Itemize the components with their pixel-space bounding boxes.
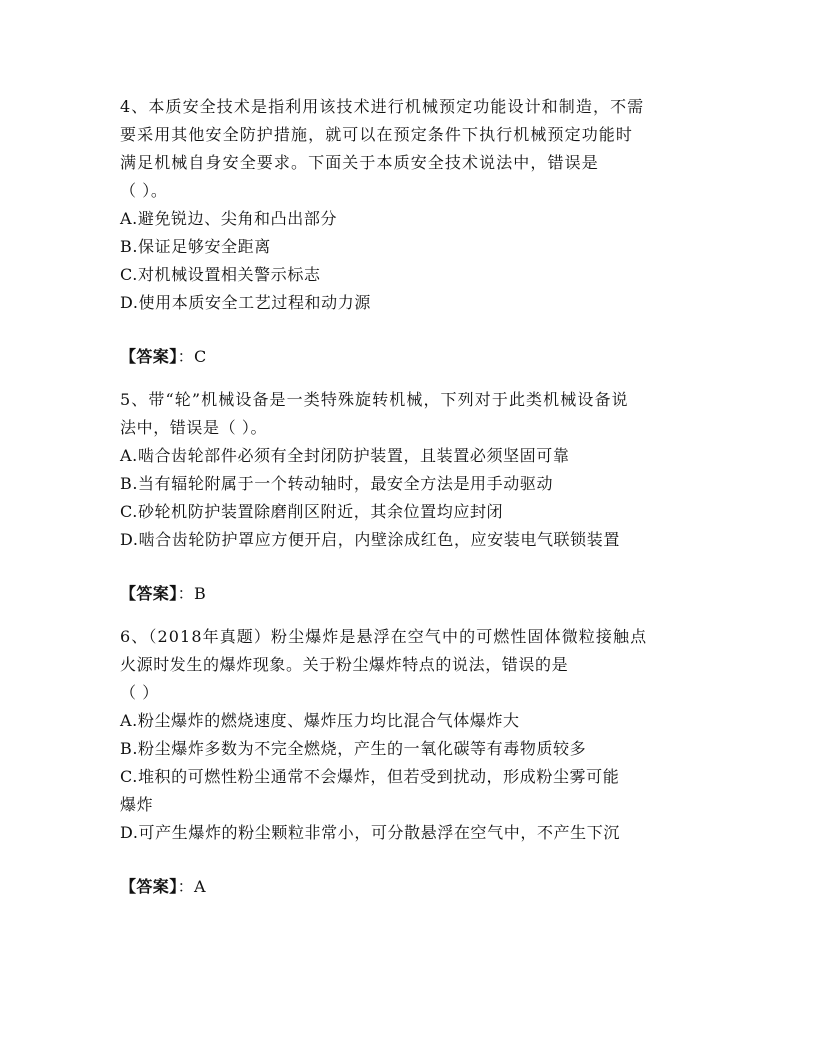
q4-option-c: C.对机械设置相关警示标志 (120, 265, 321, 284)
q4-stem-line-1: 4、本质安全技术是指利用该技术进行机械预定功能设计和制造，不需 (120, 97, 645, 116)
q6-stem-line-3: （ ） (120, 683, 159, 702)
q4-option-a: A.避免锐边、尖角和凸出部分 (120, 209, 338, 228)
q5-option-b: B.当有辐轮附属于一个转动轴时，最安全方法是用手动驱动 (120, 474, 554, 493)
answer-value: B (194, 584, 207, 603)
q5-stem-line-2: 法中，错误是（ ）。 (120, 418, 268, 437)
q5-stem-line-1: 5、带“轮”机械设备是一类特殊旋转机械，下列对于此类机械设备说 (120, 390, 629, 409)
q6-option-a: A.粉尘爆炸的燃烧速度、爆炸压力均比混合气体爆炸大 (120, 711, 520, 730)
q6-option-c-continued: 爆炸 (120, 795, 154, 814)
answer-separator: ： (177, 584, 195, 603)
q6-option-b: B.粉尘爆炸多数为不完全燃烧，产生的一氧化碳等有毒物质较多 (120, 739, 587, 758)
answer-label: 【答案】 (120, 347, 178, 366)
q4-stem-line-2: 要采用其他安全防护措施，就可以在预定条件下执行机械预定功能时 (120, 125, 634, 144)
q4-stem-line-4: （ ）。 (120, 181, 168, 200)
answer-separator: ： (177, 877, 195, 896)
answer-label: 【答案】 (120, 877, 178, 896)
q4-stem-line-3: 满足机械自身安全要求。下面关于本质安全技术说法中，错误是 (120, 153, 599, 172)
q5-option-d: D.啮合齿轮防护罩应方便开启，内壁涂成红色，应安装电气联锁装置 (120, 530, 620, 549)
q4-option-d: D.使用本质安全工艺过程和动力源 (120, 293, 371, 312)
q5-option-c: C.砂轮机防护装置除磨削区附近，其余位置均应封闭 (120, 502, 504, 521)
answer-separator: ： (177, 347, 195, 366)
q6-option-c: C.堆积的可燃性粉尘通常不会爆炸，但若受到扰动，形成粉尘雾可能 (120, 767, 620, 786)
q4-answer (120, 347, 207, 367)
q6-answer (120, 877, 206, 897)
q6-stem-line-1: 6、（2018年真题）粉尘爆炸是悬浮在空气中的可燃性固体微粒接触点 (120, 627, 648, 646)
answer-label: 【答案】 (120, 584, 178, 603)
answer-value: C (194, 347, 207, 366)
q6-option-d: D.可产生爆炸的粉尘颗粒非常小，可分散悬浮在空气中，不产生下沉 (120, 823, 620, 842)
q5-option-a: A.啮合齿轮部件必须有全封闭防护装置，且装置必须坚固可靠 (120, 446, 570, 465)
q4-option-b: B.保证足够安全距离 (120, 237, 271, 256)
q6-stem-line-2: 火源时发生的爆炸现象。关于粉尘爆炸特点的说法，错误的是 (120, 655, 569, 674)
answer-value: A (194, 877, 206, 896)
q5-answer (120, 584, 206, 604)
